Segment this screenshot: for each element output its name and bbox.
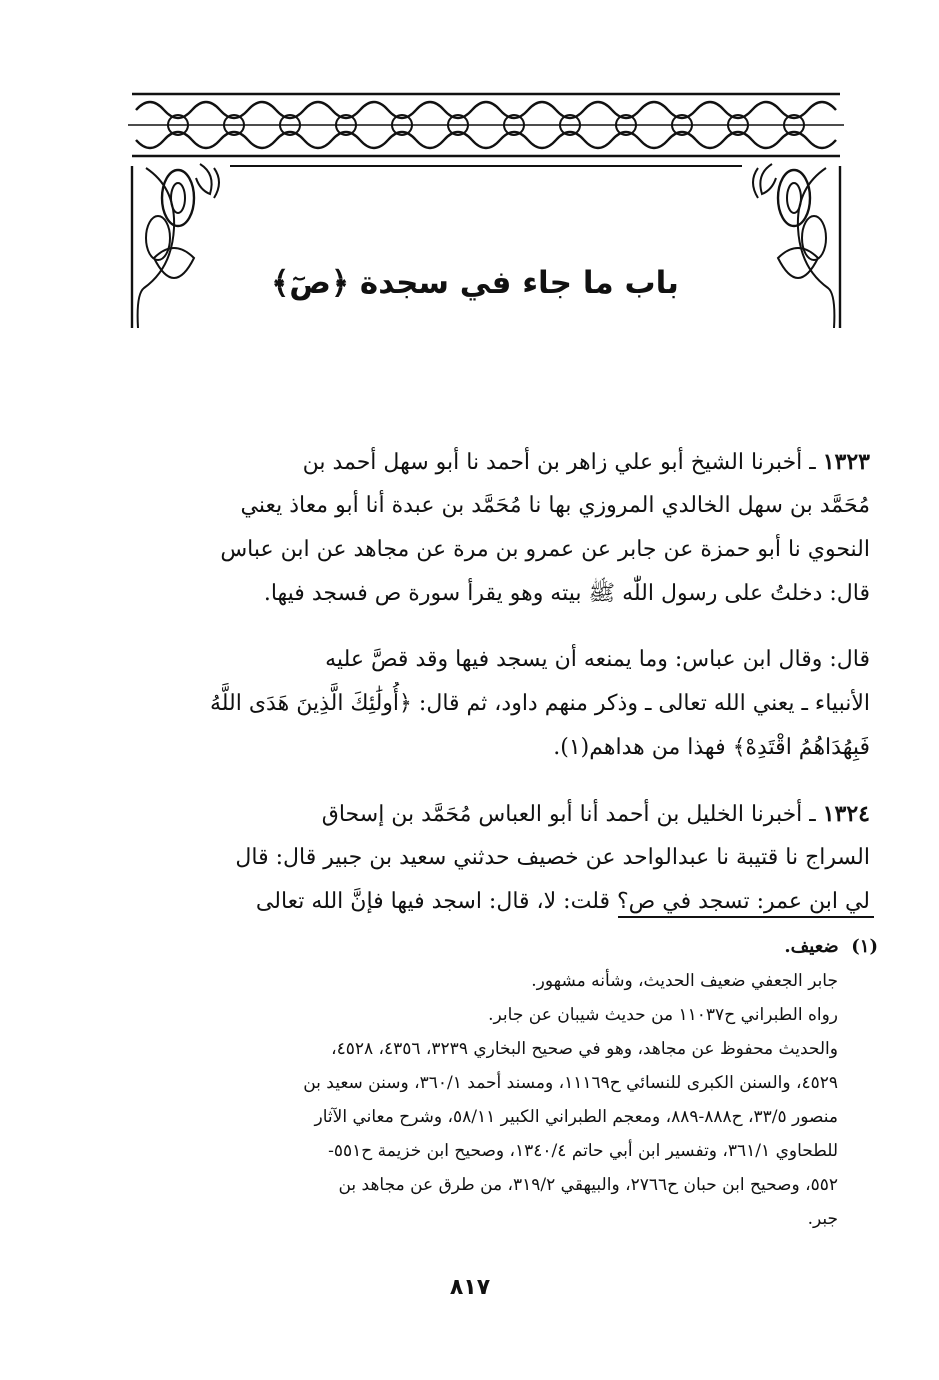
footnote-line: ٥٥٢، وصحيح ابن حبان ح٢٧٦٦، والبيهقي ٣١٩/٢، من طرق عن مجاهد بن <box>338 1175 838 1195</box>
text-line <box>118 792 870 836</box>
text-line-content: ـ أخبرنا الشيخ أبو علي زاهر بن أحمد نا أبو سهل أحمد بن <box>302 450 816 475</box>
text-line-content: ـ أخبرنا الخليل بن أحمد أنا أبو العباس مُحَمَّد بن إسحاق <box>321 802 816 827</box>
hadith-1324 <box>118 792 870 924</box>
footnote-line: والحديث محفوظ عن مجاهد، وهو في صحيح البخاري ٣٢٣٩، ٤٣٥٦، ٤٥٢٨، <box>331 1039 838 1059</box>
footnote-line: ٤٥٢٩، والسنن الكبرى للنسائي ح١١١٦٩، ومسند أحمد ٣٦٠/١، وسنن سعيد بن <box>303 1073 838 1093</box>
text-line: السراج نا قتيبة نا عبدالواحد عن خصيف حدثني سعيد بن جبير قال: قال <box>235 845 870 870</box>
text-line: قال: دخلتُ على رسول اللّٰه ﷺ بيته وهو يقرأ سورة ص فسجد فيها. <box>263 581 870 606</box>
text-line: النحوي نا أبو حمزة عن جابر عن عمرو بن مرة عن مجاهد عن ابن عباس <box>220 537 870 562</box>
hadith-1323 <box>118 440 870 616</box>
footnote-line: جبر. <box>807 1209 838 1229</box>
text-line: فَبِهُدَاهُمُ اقْتَدِهْ﴾ فهذا من هداهم(١). <box>553 735 870 760</box>
footnote-line: جابر الجعفي ضعيف الحديث، وشأنه مشهور. <box>531 971 838 991</box>
text-line: لي ابن عمر: تسجد في ص؟ قلت: لا، قال: اسجد فيها فإنَّ الله تعالى <box>255 889 870 914</box>
main-text <box>118 440 870 924</box>
footnote-line: للطحاوي ٣٦١/١، وتفسير ابن أبي حاتم ١٣٤٠/٤، وصحيح ابن خزيمة ح٥٥١- <box>328 1141 838 1161</box>
page-number: ٨١٧ <box>449 1275 491 1300</box>
text-line: الأنبياء ـ يعني الله تعالى ـ وذكر منهم داود، ثم قال: ﴿أُولَٰئِكَ الَّذِينَ هَدَى اللَّهُ <box>209 691 870 716</box>
footnotes <box>118 930 878 1236</box>
text-line: قال: وقال ابن عباس: وما يمنعه أن يسجد فيها وقد قصَّ عليه <box>325 647 870 672</box>
footnote-divider <box>618 916 874 918</box>
footnote-line: رواه الطبراني ح١١٠٣٧ من حديث شيبان عن جابر. <box>488 1005 838 1025</box>
text-line <box>118 440 870 484</box>
footnote-line: منصور ٣٣/٥، ح٨٨٨-٨٨٩، ومعجم الطبراني الكبير ٥٨/١١، وشرح معاني الآثار <box>314 1107 838 1127</box>
hadith-number: ١٣٢٤ <box>822 801 870 827</box>
text-line: مُحَمَّد بن سهل الخالدي المروزي بها نا مُحَمَّد بن عبدة أنا أبو معاذ يعني <box>240 493 870 518</box>
footnote-heading <box>118 930 878 964</box>
hadith-number: ١٣٢٣ <box>822 449 870 475</box>
paragraph-ibn-abbas <box>118 638 870 770</box>
chapter-title: باب ما جاء في سجدة ﴿صٓ﴾ <box>271 265 679 301</box>
footnote-marker: (١) <box>851 936 878 957</box>
footnote-grade: ضعيف. <box>784 936 839 957</box>
